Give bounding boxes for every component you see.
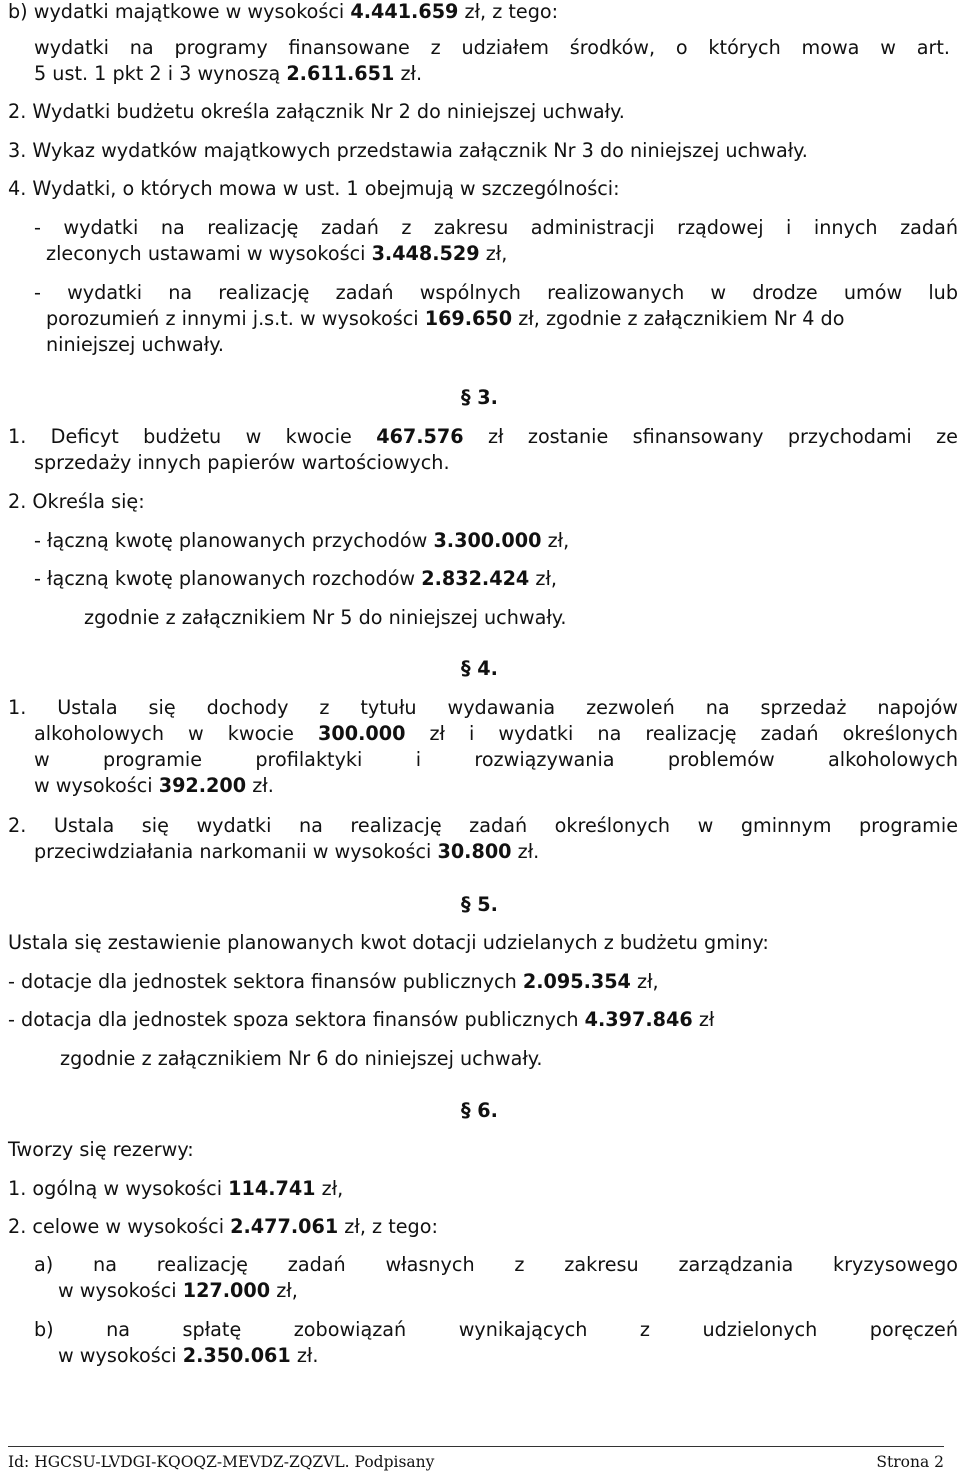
delegated-tasks-line-2: zleconych ustawami w wysokości 3.448.529 zł, (46, 242, 508, 265)
grants-non-public-sector-line: - dotacja dla jednostek spoza sektora finansów publicznych 4.397.846 zł (8, 1008, 715, 1031)
crisis-reserve-line-2: w wysokości 127.000 zł, (58, 1279, 298, 1302)
section-6-heading: § 6. (461, 1099, 498, 1122)
eu-programs-line-1: wydatki na programy finansowane z udziałem środków, o których mowa w art. (34, 36, 950, 59)
grants-intro-line: Ustala się zestawienie planowanych kwot dotacji udzielanych z budżetu gminy: (8, 931, 769, 954)
page-number: Strona 2 (876, 1453, 944, 1471)
section-5-heading: § 5. (461, 893, 498, 916)
joint-tasks-line-2: porozumień z innymi j.s.t. w wysokości 169.650 zł, zgodnie z załącznikiem Nr 4 do (46, 307, 845, 330)
eu-programs-line-2: 5 ust. 1 pkt 2 i 3 wynoszą 2.611.651 zł. (34, 62, 423, 85)
annex-5-line: zgodnie z załącznikiem Nr 5 do niniejszej uchwały. (84, 606, 567, 629)
guarantees-reserve-line-2: w wysokości 2.350.061 zł. (58, 1344, 319, 1367)
section-3-heading: § 3. (461, 386, 498, 409)
alcohol-permits-line-4: w wysokości 392.200 zł. (34, 774, 274, 797)
drug-prevention-line-2: przeciwdziałania narkomanii w wysokości 30.800 zł. (34, 840, 540, 863)
total-expenditure-line: - łączną kwotę planowanych rozchodów 2.832.424 zł, (34, 567, 558, 590)
targeted-reserve-line: 2. celowe w wysokości 2.477.061 zł, z tego: (8, 1215, 438, 1238)
section-4-heading: § 4. (461, 657, 498, 680)
document-id: Id: HGCSU-LVDGI-KQOQZ-MEVDZ-ZQZVL. Podpisany (8, 1453, 435, 1471)
drug-prevention-line-1: 2. Ustala się wydatki na realizację zadań określonych w gminnym programie (8, 814, 958, 837)
determine-line: 2. Określa się: (8, 490, 145, 513)
crisis-reserve-line-1: a) na realizację zadań własnych z zakresu zarządzania kryzysowego (34, 1253, 958, 1276)
page-footer (8, 1446, 944, 1473)
alcohol-permits-line-2: alkoholowych w kwocie 300.000 zł i wydatki na realizację zadań określonych (34, 722, 959, 745)
deficit-line-1: 1. Deficyt budżetu w kwocie 467.576 zł zostanie sfinansowany przychodami ze (8, 425, 958, 448)
guarantees-reserve-line-1: b) na spłatę zobowiązań wynikających z udzielonych poręczeń (34, 1318, 958, 1341)
reserves-intro-line: Tworzy się rezerwy: (8, 1138, 194, 1161)
capital-expenditure-line: b) wydatki majątkowe w wysokości 4.441.659 zł, z tego: (8, 0, 559, 23)
joint-tasks-line-1: - wydatki na realizację zadań wspólnych realizowanych w drodze umów lub (34, 281, 958, 304)
annex-6-line: zgodnie z załącznikiem Nr 6 do niniejszej uchwały. (60, 1047, 543, 1070)
alcohol-permits-line-1: 1. Ustala się dochody z tytułu wydawania zezwoleń na sprzedaż napojów (8, 696, 958, 719)
general-reserve-line: 1. ogólną w wysokości 114.741 zł, (8, 1177, 344, 1200)
total-revenue-line: - łączną kwotę planowanych przychodów 3.300.000 zł, (34, 529, 570, 552)
deficit-line-2: sprzedaży innych papierów wartościowych. (34, 451, 450, 474)
delegated-tasks-line-1: - wydatki na realizację zadań z zakresu administracji rządowej i innych zadań (34, 216, 958, 239)
item-3-line: 3. Wykaz wydatków majątkowych przedstawia załącznik Nr 3 do niniejszej uchwały. (8, 139, 808, 162)
joint-tasks-line-3: niniejszej uchwały. (46, 333, 224, 356)
item-4-line: 4. Wydatki, o których mowa w ust. 1 obejmują w szczególności: (8, 177, 620, 200)
alcohol-permits-line-3: w programie profilaktyki i rozwiązywania problemów alkoholowych (34, 748, 958, 771)
item-2-line: 2. Wydatki budżetu określa załącznik Nr 2 do niniejszej uchwały. (8, 100, 625, 123)
grants-public-sector-line: - dotacje dla jednostek sektora finansów publicznych 2.095.354 zł, (8, 970, 659, 993)
